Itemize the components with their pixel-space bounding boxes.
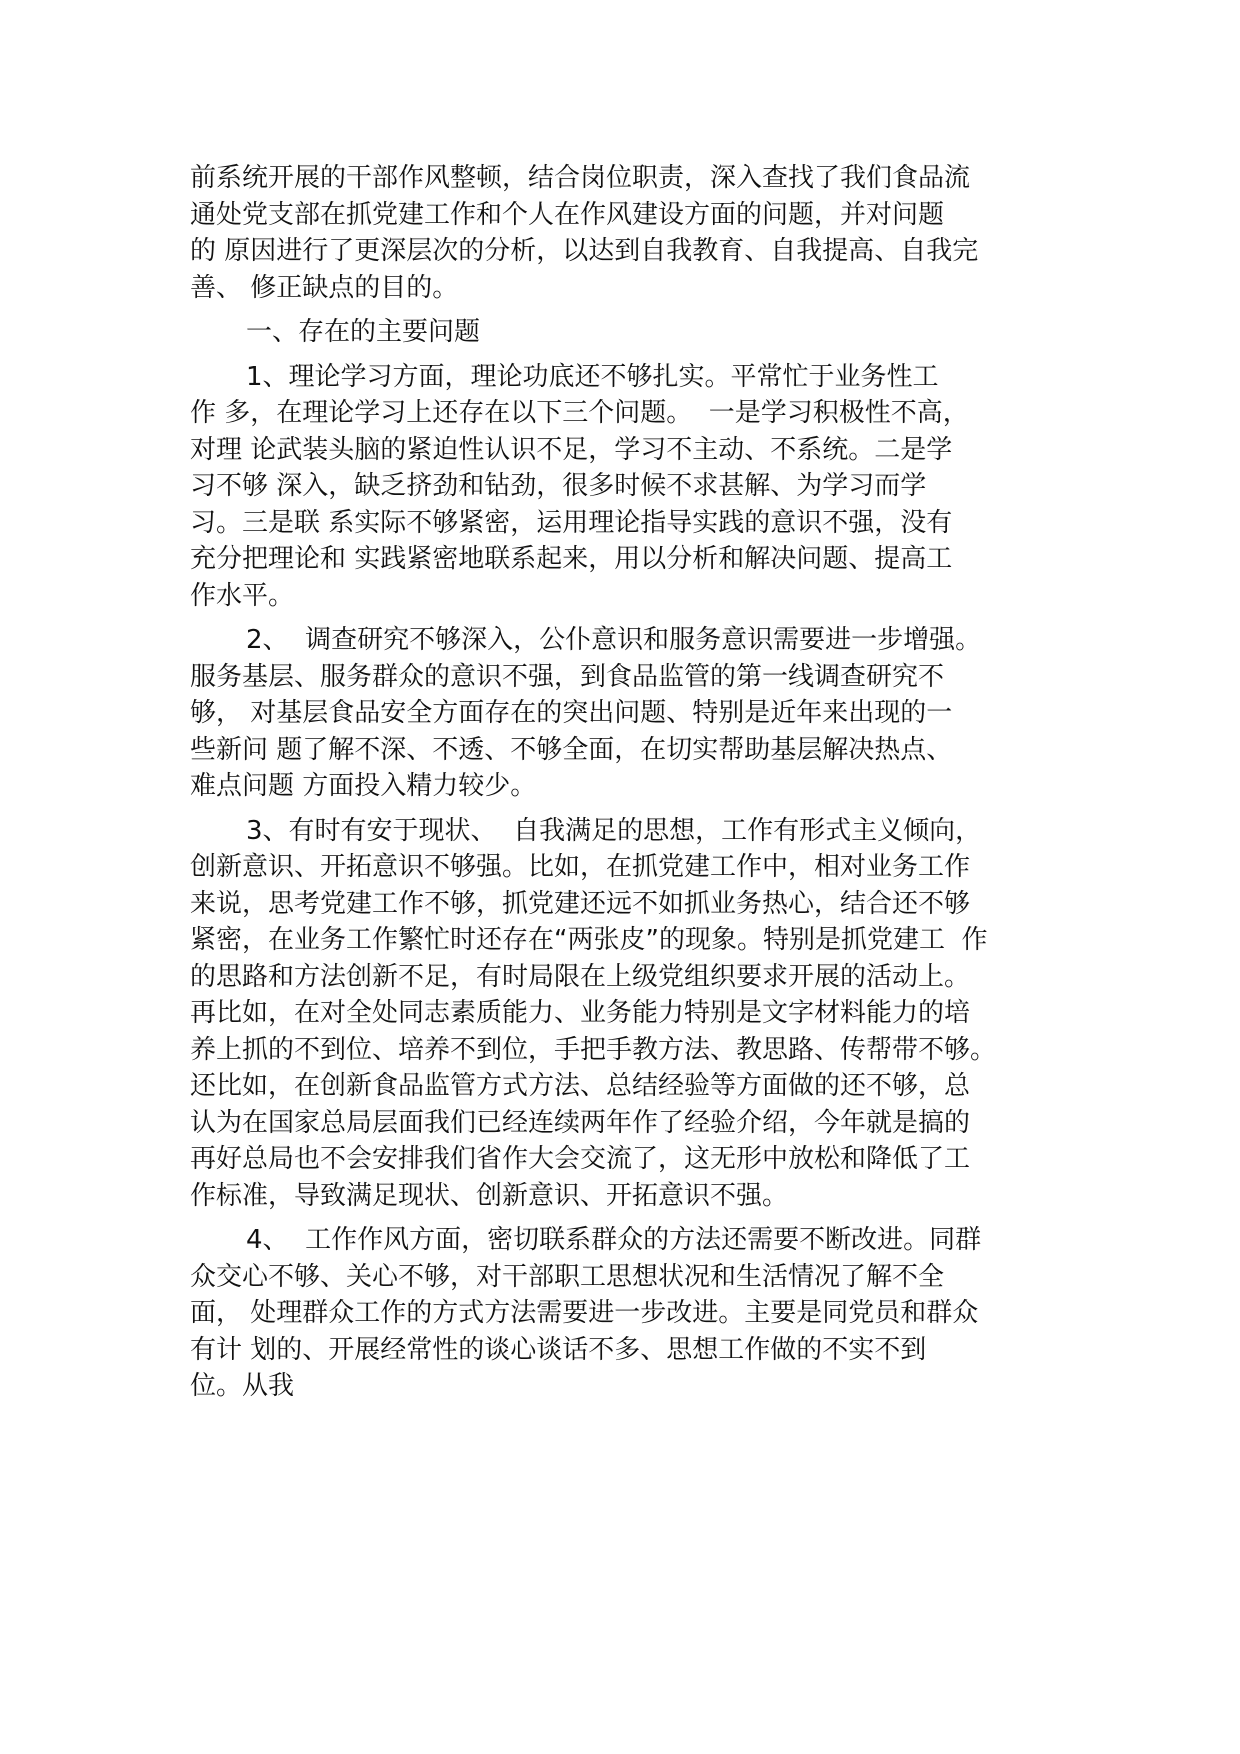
text-line: 作 多，在理论学习上还存在以下三个问题。 一是学习积极性不高， (190, 398, 969, 428)
text-line: 对理 论武装头脑的紧迫性认识不足，学习不主动、不系统。二是学 (190, 434, 953, 465)
text-line: 服务基层、服务群众的意识不强，到食品监管的第一线调查研究不 (190, 661, 945, 692)
text-line: 够， 对基层食品安全方面存在的突出问题、特别是近年来出现的一 (190, 698, 953, 728)
text-line: 位。从我 (190, 1371, 295, 1401)
text-line: 来说，思考党建工作不够，抓党建还远不如抓业务热心，结合还不够 (190, 888, 971, 919)
text-line: 面， 处理群众工作的方式方法需要进一步改进。主要是同党员和群众 (190, 1298, 979, 1328)
text-line: 的思路和方法创新不足，有时局限在上级党组织要求开展的活动上。 (190, 961, 971, 992)
text-line: 有计 划的、开展经常性的谈心谈话不多、思想工作做的不实不到 (190, 1334, 927, 1365)
text-line: 的 原因进行了更深层次的分析，以达到自我教育、自我提高、自我完 (190, 236, 979, 266)
paragraph-item-3 (190, 813, 1070, 1215)
text-line: 前系统开展的干部作风整顿，结合岗位职责，深入查找了我们食品流 (190, 163, 971, 193)
text-line: 习。三是联 系实际不够紧密，运用理论指导实践的意识不强，没有 (190, 507, 953, 538)
text-line: 2、 调查研究不够深入，公仆意识和服务意识需要进一步增强。 (246, 625, 982, 655)
text-line: 善、 修正缺点的目的。 (190, 272, 459, 303)
text-line: 养上抓的不到位、培养不到位，手把手教方法、教思路、传帮带不够。 (190, 1034, 997, 1065)
text-line: 作标准，导致满足现状、创新意识、开拓意识不强。 (190, 1180, 789, 1211)
paragraph-intro (190, 160, 1070, 306)
text-line: 创新意识、开拓意识不够强。比如，在抓党建工作中，相对业务工作 (190, 852, 971, 882)
text-line: 认为在国家总局层面我们已经连续两年作了经验介绍，今年就是搞的 (190, 1107, 971, 1138)
document-body (190, 160, 1070, 1413)
text-line: 众交心不够、关心不够，对干部职工思想状况和生活情况了解不全 (190, 1261, 945, 1292)
paragraph-item-4 (190, 1222, 1070, 1405)
text-line: 习不够 深入，缺乏挤劲和钻劲，很多时候不求甚解、为学习而学 (190, 471, 927, 501)
paragraph-item-2 (190, 622, 1070, 805)
text-line: 3、有时有安于现状、 自我满足的思想，工作有形式主义倾向， (246, 815, 982, 846)
text-line: 作水平。 (190, 580, 295, 611)
text-line: 充分把理论和 实践紧密地联系起来，用以分析和解决问题、提高工 (190, 544, 953, 574)
paragraph-item-1 (190, 359, 1070, 615)
section-heading (190, 314, 1070, 351)
text-line: 再好总局也不会安排我们省作大会交流了，这无形中放松和降低了工 (190, 1144, 971, 1174)
text-line: 些新问 题了解不深、不透、不够全面，在切实帮助基层解决热点、 (190, 734, 953, 765)
text-line: 1、理论学习方面，理论功底还不够扎实。平常忙于业务性工 (246, 361, 939, 392)
text-line: 再比如，在对全处同志素质能力、业务能力特别是文字材料能力的培 (190, 998, 971, 1028)
text-line: 还比如，在创新食品监管方式方法、总结经验等方面做的还不够，总 (190, 1071, 971, 1101)
text-line: 4、 工作作风方面，密切联系群众的方法还需要不断改进。同群 (246, 1225, 982, 1255)
text-line: 通处党支部在抓党建工作和个人在作风建设方面的问题，并对问题 (190, 199, 945, 230)
text-line: 难点问题 方面投入精力较少。 (190, 771, 537, 801)
heading-line: 一、存在的主要问题 (246, 317, 481, 347)
text-line: 紧密，在业务工作繁忙时还存在“两张皮”的现象。特别是抓党建工 作 (190, 925, 988, 955)
